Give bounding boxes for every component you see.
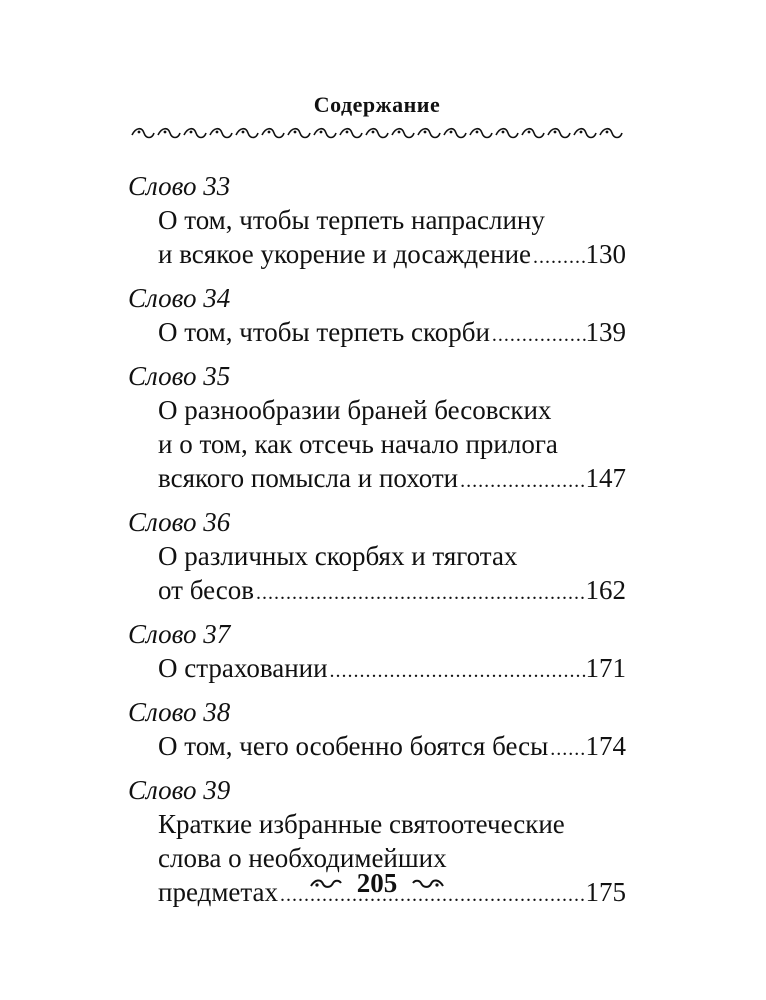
dot-leader	[254, 576, 586, 610]
ornament-scroll	[600, 129, 622, 138]
ornament-scroll	[340, 129, 362, 138]
entry-title-line: О том, чтобы терпеть напраслину	[158, 205, 545, 235]
entry-title	[128, 539, 626, 607]
ornament-dot	[164, 131, 167, 134]
ornament-scroll	[522, 129, 544, 138]
ornament-scroll	[236, 129, 258, 138]
entry-label: Слово 38	[128, 697, 231, 727]
entry-label: Слово 37	[128, 619, 231, 649]
entry-title-line: слова о необходимейших	[158, 843, 447, 873]
left-flourish-icon	[309, 877, 343, 891]
ornament-dot	[372, 131, 375, 134]
book-page	[128, 0, 626, 1000]
ornament-dot	[242, 131, 245, 134]
ornament-dot	[450, 131, 453, 134]
ornament-dot	[528, 131, 531, 134]
ornament-scroll	[548, 129, 570, 138]
entry-title	[128, 393, 626, 495]
entry-title-text: предметах	[158, 877, 278, 907]
ornament-scroll	[444, 129, 466, 138]
entry-title-line: О разнообразии браней бесовских	[158, 395, 552, 425]
ornament-dot	[320, 131, 323, 134]
ornament-scroll	[210, 129, 232, 138]
entry-title-line	[158, 461, 626, 495]
ornament-scroll	[470, 129, 492, 138]
toc-entry[interactable]	[128, 506, 626, 607]
dot-leader	[458, 464, 585, 498]
entry-page-number: 130	[585, 239, 626, 269]
entry-label: Слово 39	[128, 775, 231, 805]
entry-title	[128, 651, 626, 685]
ornament-scroll	[132, 129, 154, 138]
ornament-dot	[554, 131, 557, 134]
entry-page-number: 171	[585, 653, 626, 683]
ornament-dot	[216, 131, 219, 134]
entry-title-text: и всякое укорение и досаждение	[158, 239, 532, 269]
table-of-contents	[128, 170, 626, 920]
ornament-scroll	[496, 129, 518, 138]
entry-title-text: О страховании	[158, 653, 328, 683]
ornament-scroll	[366, 129, 388, 138]
entry-title-line	[158, 237, 626, 271]
entry-title-line: и о том, как отсечь начало прилога	[158, 429, 558, 459]
page-header: Содержание	[313, 92, 441, 117]
ornament-scroll	[392, 129, 414, 138]
ornament-scroll	[184, 129, 206, 138]
entry-title-line	[158, 729, 626, 763]
toc-entry[interactable]	[128, 618, 626, 685]
toc-entry[interactable]	[128, 282, 626, 349]
entry-label: Слово 35	[128, 361, 231, 391]
toc-entry[interactable]	[128, 170, 626, 271]
entry-label: Слово 34	[128, 283, 231, 313]
ornament-dot	[294, 131, 297, 134]
entry-title-line: Краткие избранные святоотеческие	[158, 809, 565, 839]
entry-title-line	[158, 573, 626, 607]
toc-entry[interactable]	[128, 696, 626, 763]
dot-leader	[328, 654, 586, 688]
ornament-divider	[128, 124, 626, 146]
ornament-scroll	[574, 129, 596, 138]
entry-title	[128, 203, 626, 271]
dot-leader	[531, 240, 585, 274]
entry-label: Слово 33	[128, 171, 231, 201]
entry-title-text: всякого помысла и похоти	[158, 463, 459, 493]
entry-page-number: 139	[585, 317, 626, 347]
entry-label: Слово 36	[128, 507, 231, 537]
entry-page-number: 147	[585, 463, 626, 493]
ornament-scroll	[314, 129, 336, 138]
entry-title-text: О том, чего особенно боятся бесы	[158, 731, 549, 761]
entry-title-line	[158, 315, 626, 349]
dot-leader	[490, 318, 586, 352]
ornament-dot	[268, 131, 271, 134]
right-flourish-icon	[411, 877, 445, 891]
entry-title-line: О различных скорбях и тяготах	[158, 541, 518, 571]
ornament-scroll	[158, 129, 180, 138]
toc-entry[interactable]	[128, 360, 626, 495]
ornament-dot	[346, 131, 349, 134]
ornament-dot	[502, 131, 505, 134]
page-footer	[128, 868, 626, 899]
entry-page-number: 174	[585, 731, 626, 761]
ornament-dot	[424, 131, 427, 134]
ornament-dot	[138, 131, 141, 134]
entry-title-text: от бесов	[158, 575, 254, 605]
ornament-scroll	[288, 129, 310, 138]
entry-title-line	[158, 651, 626, 685]
ornament-scroll	[262, 129, 284, 138]
entry-title	[128, 729, 626, 763]
entry-title	[128, 315, 626, 349]
dot-leader	[548, 732, 585, 766]
entry-page-number: 162	[585, 575, 626, 605]
ornament-dot	[398, 131, 401, 134]
ornament-dot	[580, 131, 583, 134]
entry-page-number: 175	[585, 877, 626, 907]
ornament-dot	[190, 131, 193, 134]
ornament-dot	[606, 131, 609, 134]
page-number: 205	[356, 868, 398, 898]
ornament-scroll	[418, 129, 440, 138]
ornament-dot	[476, 131, 479, 134]
entry-title-text: О том, чтобы терпеть скорби	[158, 317, 490, 347]
